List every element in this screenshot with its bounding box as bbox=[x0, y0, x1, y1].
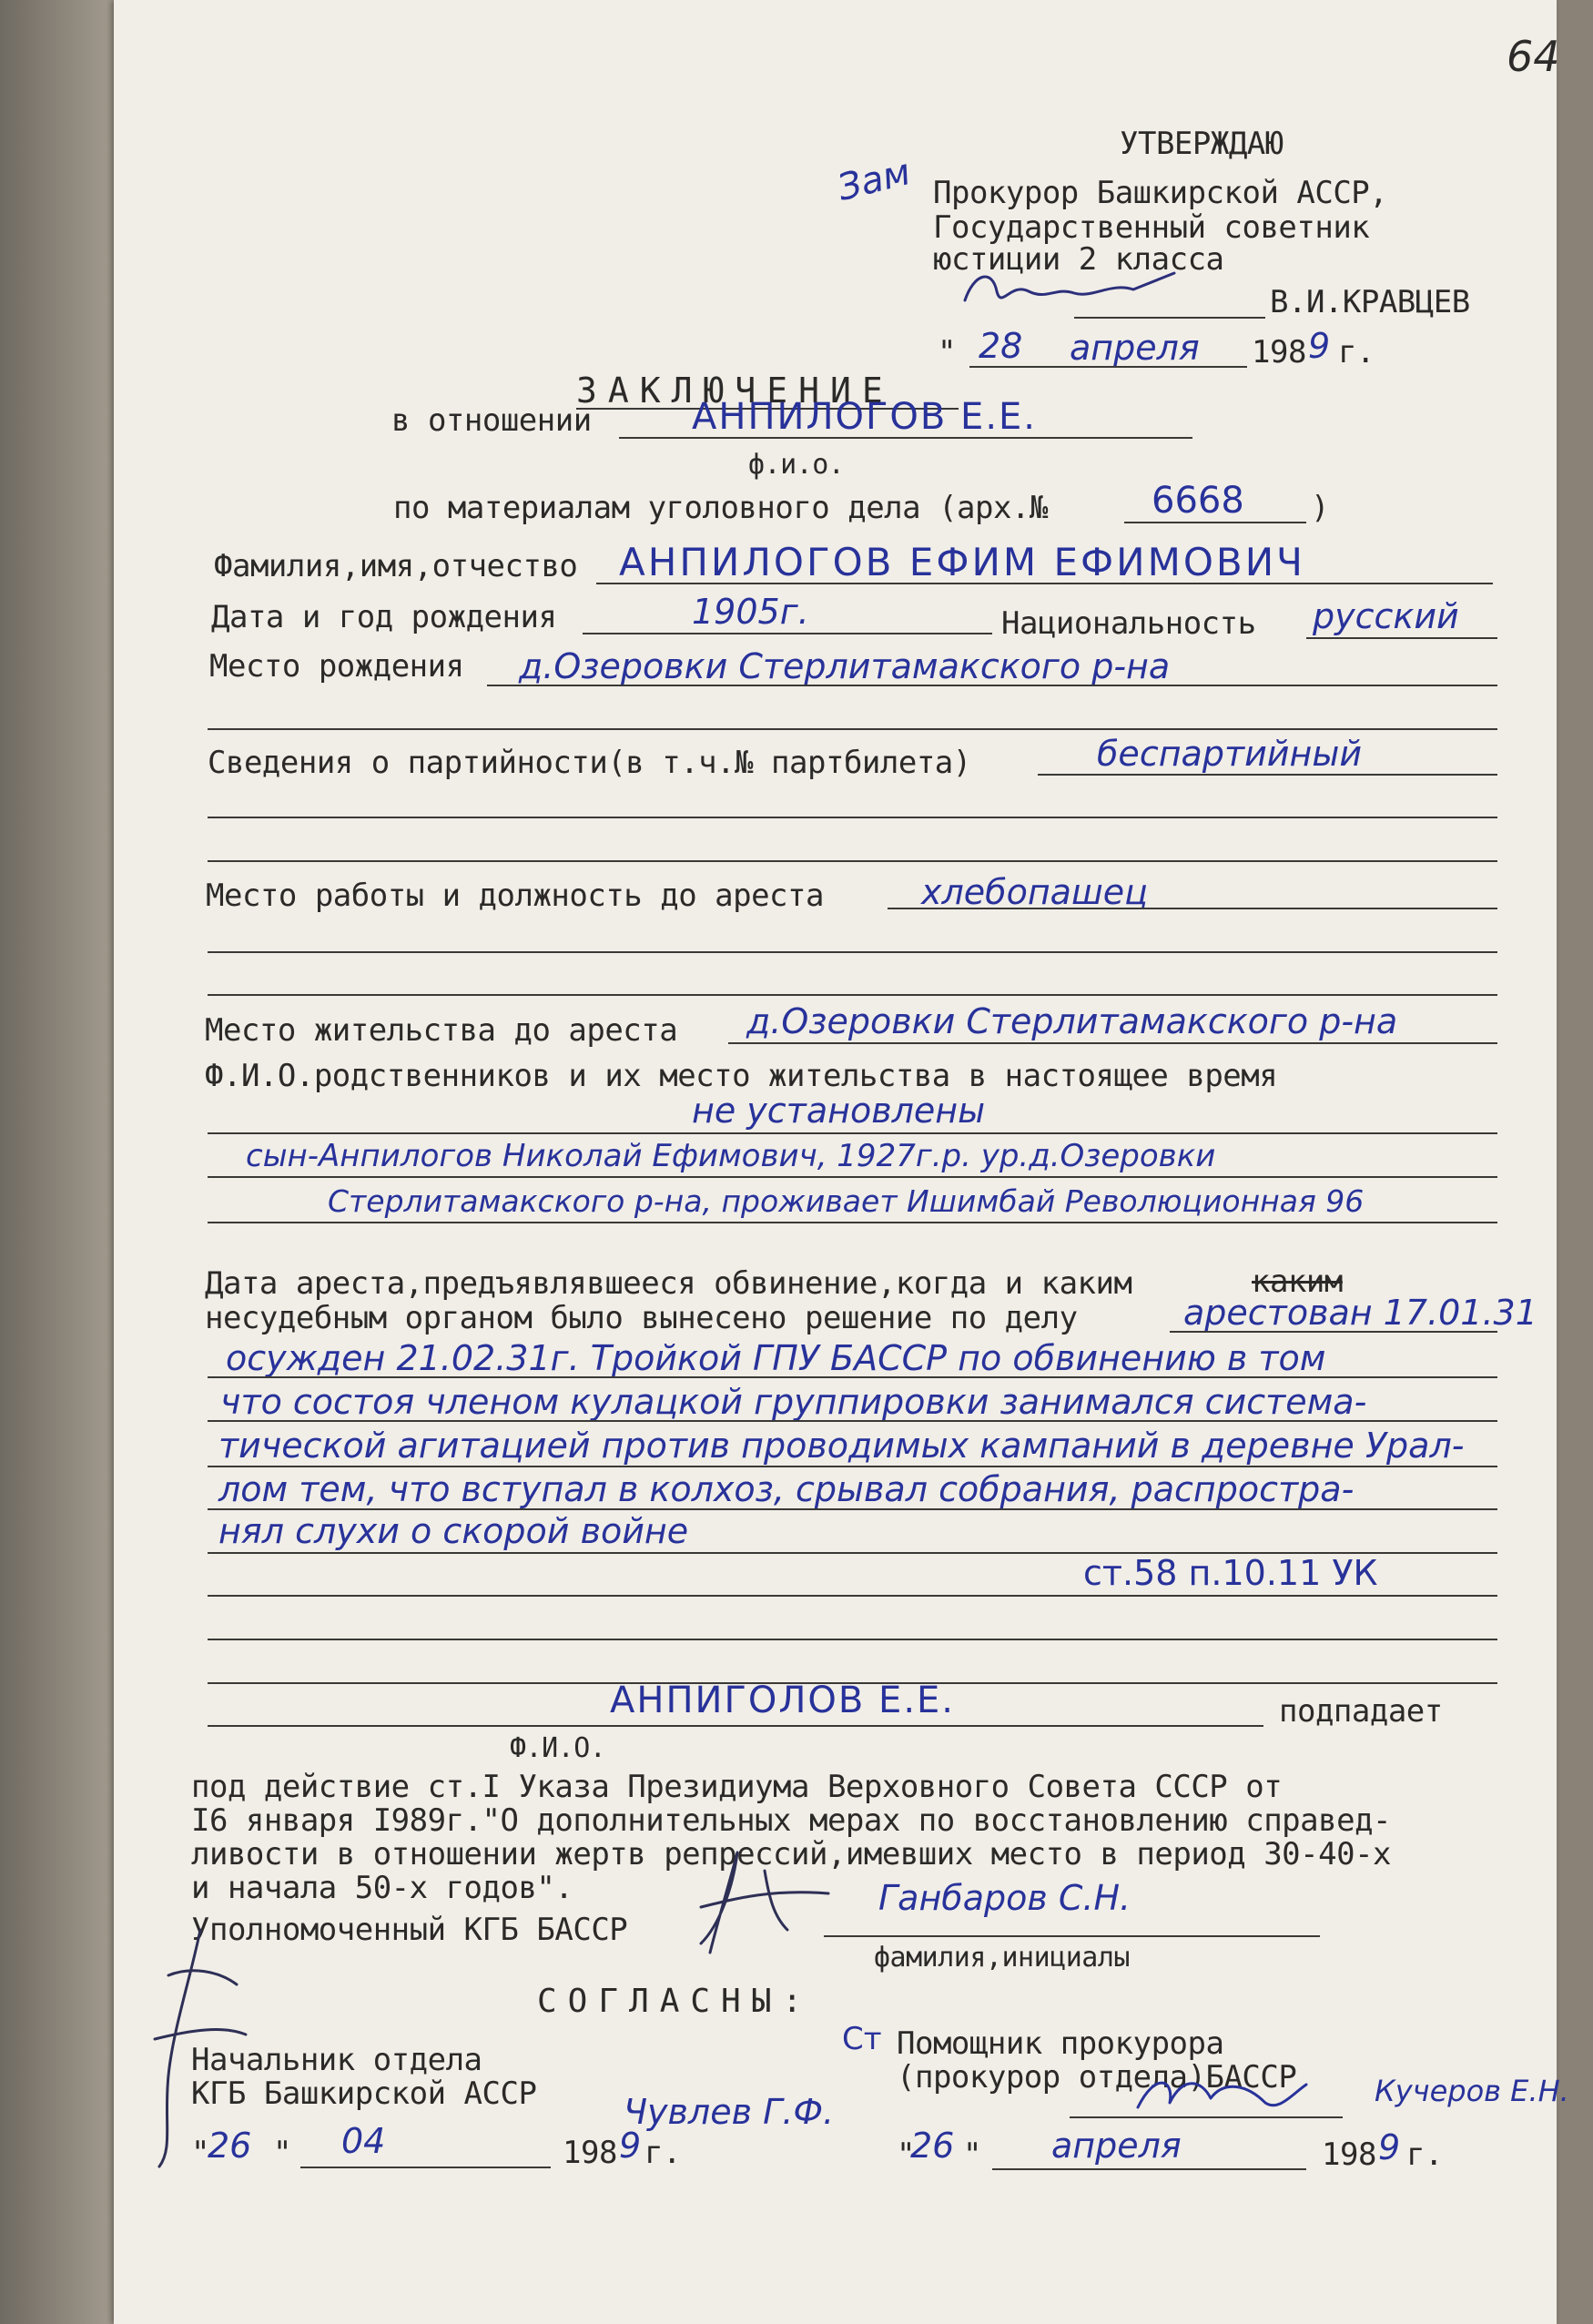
birthplace-line bbox=[487, 685, 1497, 686]
assistant-line-2: (прокурор отдела)БАССР bbox=[897, 2059, 1297, 2096]
conclusion-line-3: ливости в отношении жертв репрессий,имевших место в период 30-40-х bbox=[191, 1836, 1392, 1872]
dept-head-date-day: 26 bbox=[208, 2126, 252, 2166]
relatives-line-2 bbox=[208, 1176, 1497, 1178]
relatives-line-1 bbox=[208, 1132, 1497, 1134]
relatives-value-1: не установлены bbox=[692, 1091, 986, 1131]
arrest-line-8 bbox=[208, 1639, 1497, 1640]
fio-value: АНПИЛОГОВ ЕФИМ ЕФИМОВИЧ bbox=[619, 540, 1305, 584]
dept-head-line-1: Начальник отдела bbox=[191, 2042, 482, 2078]
work-label: Место работы и должность до ареста bbox=[206, 878, 824, 914]
arrest-article: ст.58 п.10.11 УК bbox=[1083, 1553, 1378, 1593]
conclusion-name-line bbox=[208, 1725, 1263, 1727]
arrest-line-7 bbox=[208, 1595, 1497, 1597]
kgb-name-handwritten: Ганбаров С.Н. bbox=[878, 1878, 1131, 1918]
kgb-name-line bbox=[824, 1935, 1320, 1937]
approval-date-month: апреля bbox=[1070, 328, 1200, 368]
approval-line-1: Прокурор Башкирской АССР, bbox=[933, 175, 1388, 211]
assistant-date-year-prefix: 198 bbox=[1322, 2136, 1376, 2173]
dept-head-name-handwritten: Чувлев Г.Ф. bbox=[624, 2092, 835, 2132]
blank-line-2 bbox=[208, 817, 1497, 818]
approval-line-2: Государственный советник bbox=[933, 209, 1370, 246]
arrest-value-1: арестован 17.01.31 bbox=[1183, 1293, 1537, 1333]
dept-head-date-year-digit: 9 bbox=[619, 2126, 642, 2166]
assistant-date-line bbox=[992, 2168, 1306, 2170]
kgb-caption: фамилия,инициалы bbox=[874, 1942, 1130, 1974]
arrest-label-struck: каким bbox=[1252, 1263, 1343, 1300]
arrest-value-3: что состоя членом кулацкой группировки занимался система- bbox=[220, 1382, 1367, 1422]
case-close: ) bbox=[1311, 490, 1329, 526]
residence-value: д.Озеровки Стерлитамакского р-на bbox=[746, 1001, 1398, 1041]
birthplace-label: Место рождения bbox=[209, 648, 464, 685]
arrest-value-2: осужден 21.02.31г. Тройкой ГПУ БАССР по обвинению в том bbox=[226, 1338, 1326, 1378]
blank-line-3 bbox=[208, 860, 1497, 862]
arrest-line-5 bbox=[208, 1508, 1497, 1510]
conclusion-line-1: под действие ст.I Указа Президиума Верховного Совета СССР от bbox=[191, 1769, 1283, 1805]
assistant-date-month: апреля bbox=[1051, 2126, 1182, 2166]
dept-head-date-year-prefix: 198 bbox=[563, 2135, 617, 2171]
approval-date-year-prefix: 198 bbox=[1252, 334, 1306, 370]
approve-heading: УТВЕРЖДАЮ bbox=[1120, 126, 1284, 162]
dept-head-date-suffix: г. bbox=[644, 2135, 681, 2171]
birth-value: 1905г. bbox=[692, 592, 809, 632]
approval-signer: В.И.КРАВЦЕВ bbox=[1270, 284, 1470, 320]
residence-line bbox=[728, 1042, 1497, 1044]
assistant-name-handwritten: Кучеров Е.Н. bbox=[1375, 2074, 1569, 2108]
approval-line-3: юстиции 2 класса bbox=[933, 241, 1224, 278]
arrest-line-2 bbox=[208, 1376, 1497, 1378]
fio-label: Фамилия,имя,отчество bbox=[214, 548, 578, 584]
document-title: ЗАКЛЮЧЕНИЕ bbox=[576, 370, 894, 411]
relatives-value-2: сын-Анпилогов Николай Ефимович, 1927г.р. ур.д.Озеровки bbox=[246, 1138, 1216, 1174]
case-label: по материалам уголовного дела (арх.№ bbox=[393, 490, 1048, 526]
regarding-name: АНПИЛОГОВ Е.Е. bbox=[692, 396, 1038, 438]
assistant-st-handwritten: Ст bbox=[842, 2021, 882, 2057]
conclusion-name: АНПИГОЛОВ Е.Е. bbox=[610, 1680, 956, 1721]
arrest-label-line-2: несудебным органом было вынесено решение по делу bbox=[205, 1300, 1078, 1336]
relatives-line-3 bbox=[208, 1222, 1497, 1223]
binding-edge bbox=[0, 0, 114, 2324]
blank-line-5 bbox=[208, 994, 1497, 996]
dept-head-date-month: 04 bbox=[341, 2121, 386, 2161]
page-number: 64 bbox=[1507, 32, 1560, 81]
birthplace-value: д.Озеровки Стерлитамакского р-на bbox=[519, 646, 1171, 686]
approval-date-year-digit: 9 bbox=[1308, 326, 1331, 366]
approval-date-quote: " bbox=[938, 334, 956, 370]
approval-date-line bbox=[969, 366, 1247, 368]
dept-head-date-open-quote: " bbox=[191, 2135, 209, 2171]
assistant-date-suffix: г. bbox=[1406, 2136, 1443, 2173]
case-line bbox=[1124, 522, 1306, 523]
blank-line-4 bbox=[208, 951, 1497, 953]
birth-label: Дата и год рождения bbox=[211, 599, 557, 635]
arrest-value-4: тической агитацией против проводимых кампаний в деревне Урал- bbox=[218, 1426, 1465, 1466]
approval-date-suffix: г. bbox=[1338, 334, 1375, 370]
birth-line bbox=[583, 633, 992, 634]
assistant-signature-line bbox=[1070, 2116, 1343, 2118]
assistant-date-day: 26 bbox=[910, 2126, 955, 2166]
regarding-label: в отношении bbox=[391, 402, 592, 439]
kgb-signature bbox=[683, 1843, 847, 1962]
nationality-line bbox=[1306, 637, 1497, 639]
nationality-label: Национальность bbox=[1001, 605, 1256, 642]
party-line bbox=[1038, 774, 1497, 776]
arrest-line-4 bbox=[208, 1466, 1497, 1467]
approval-signature-line bbox=[1074, 317, 1265, 319]
zam-handwritten: Зам bbox=[833, 150, 915, 210]
approval-date-day: 28 bbox=[979, 326, 1023, 366]
assistant-date-open-quote: " bbox=[897, 2136, 915, 2173]
approval-signature bbox=[956, 264, 1229, 319]
agreed-heading: СОГЛАСНЫ: bbox=[537, 1983, 814, 2020]
assistant-date-close-quote: " bbox=[963, 2136, 981, 2173]
dept-head-date-line bbox=[300, 2167, 551, 2168]
arrest-label-line-1: Дата ареста,предъявлявшееся обвинение,когда и каким bbox=[205, 1265, 1132, 1302]
conclusion-falls: подпадает bbox=[1279, 1693, 1443, 1730]
conclusion-line-2: I6 января I989г."О дополнительных мерах по восстановлению справед- bbox=[191, 1802, 1392, 1839]
conclusion-caption: Ф.И.О. bbox=[510, 1732, 606, 1764]
relatives-value-3: Стерлитамакского р-на, проживает Ишимбай Революционная 96 bbox=[328, 1183, 1365, 1219]
work-line bbox=[888, 908, 1497, 909]
case-number: 6668 bbox=[1152, 480, 1244, 522]
party-label: Сведения о партийности(в т.ч.№ партбилета) bbox=[208, 745, 971, 781]
work-value: хлебопашец bbox=[921, 872, 1148, 912]
blank-line-1 bbox=[208, 728, 1497, 730]
regarding-line bbox=[619, 437, 1192, 439]
arrest-line-1 bbox=[1170, 1331, 1497, 1333]
fio-line bbox=[596, 583, 1493, 584]
relatives-label: Ф.И.О.родственников и их место жительства в настоящее время bbox=[205, 1058, 1278, 1094]
assistant-line-1: Помощник прокурора bbox=[897, 2025, 1224, 2062]
dept-head-line-2: КГБ Башкирской АССР bbox=[191, 2075, 537, 2112]
nationality-value: русский bbox=[1313, 596, 1459, 636]
conclusion-line-4: и начала 50-х годов". bbox=[191, 1870, 573, 1906]
regarding-caption: ф.и.о. bbox=[748, 449, 845, 481]
assistant-date-year-digit: 9 bbox=[1378, 2127, 1401, 2167]
residence-label: Место жительства до ареста bbox=[205, 1012, 678, 1049]
arrest-line-3 bbox=[208, 1420, 1497, 1422]
arrest-value-6: нял слухи о скорой войне bbox=[218, 1511, 689, 1551]
arrest-value-5: лом тем, что вступал в колхоз, срывал собрания, распростра- bbox=[218, 1469, 1355, 1509]
dept-head-date-close-quote: " bbox=[273, 2135, 291, 2171]
kgb-label: Уполномоченный КГБ БАССР bbox=[191, 1912, 628, 1948]
party-value: беспартийный bbox=[1097, 734, 1363, 774]
